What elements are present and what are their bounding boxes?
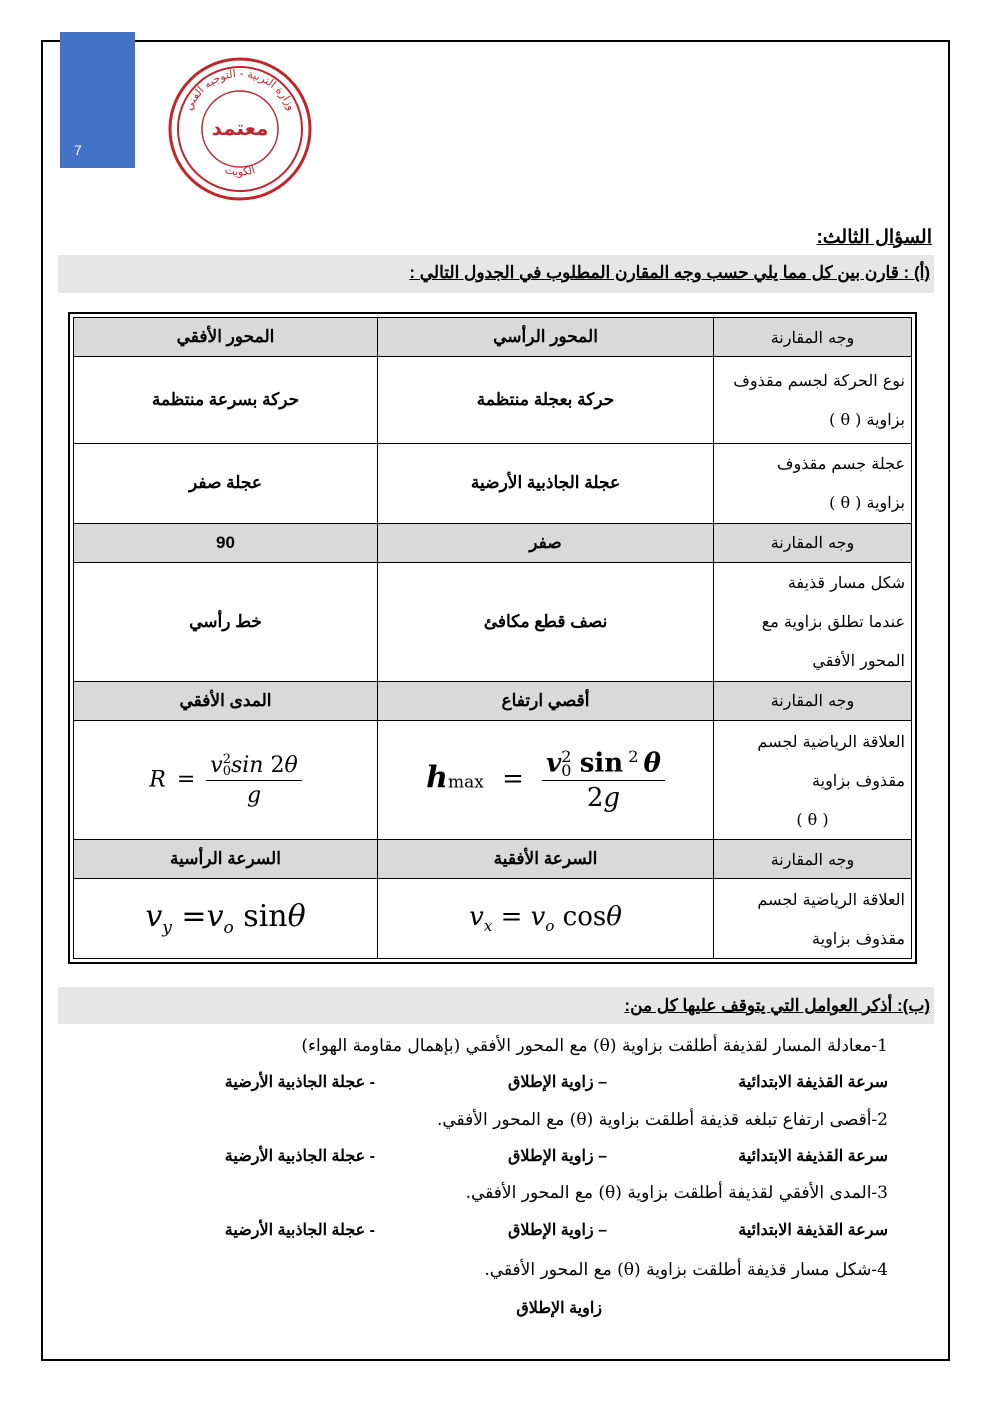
factor: سرعة القذيفة الابتدائية <box>738 1074 888 1091</box>
horizontal-velocity-formula: $v_x = v_o$ cosθ <box>378 879 714 959</box>
table-cell: وجه المقارنة <box>714 840 912 879</box>
table-row <box>74 562 912 681</box>
table-cell: وجه المقارنة <box>714 318 912 357</box>
stamp-top-text: وزارة التربية - التوجيه الفني <box>181 66 299 113</box>
factor: سرعة القذيفة الابتدائية <box>738 1222 888 1239</box>
cell-line: المحور الأفقي <box>812 651 905 671</box>
cell-line: نوع الحركة لجسم مقذوف <box>733 371 905 391</box>
table-row <box>74 318 912 357</box>
page-number: 7 <box>74 142 82 158</box>
table-cell: المحور الرأسي <box>378 318 714 357</box>
max-height-formula: hmax = v 2 0 sin $^2$ θ 2g <box>378 721 714 840</box>
factor: – زاوية الإطلاق <box>508 1148 607 1165</box>
cell-line: شكل مسار قذيفة <box>787 573 905 593</box>
cell-line: مقذوف بزاوية <box>812 770 905 790</box>
factor: – زاوية الإطلاق <box>508 1222 607 1239</box>
table-cell: 90 <box>74 523 378 562</box>
table-cell <box>714 721 912 840</box>
part-b-band <box>58 987 934 1024</box>
factor: – زاوية الإطلاق <box>508 1074 607 1091</box>
stamp-center-text: معتمد <box>211 116 269 140</box>
table-cell: المحور الأفقي <box>74 318 378 357</box>
table-cell: وجه المقارنة <box>714 523 912 562</box>
range-formula: R = v 2 0 sin 2θ g <box>74 721 378 840</box>
table-row <box>74 879 912 959</box>
cell-line: ( θ ) <box>796 809 829 829</box>
cell-line: العلاقة الرياضية لجسم <box>757 889 905 909</box>
table-row <box>74 681 912 720</box>
list-item: 4-شكل مسار قذيفة أطلقت بزاوية (θ) مع المحور الأفقي. <box>484 1260 888 1280</box>
cell-line: بزاوية ( θ ) <box>829 493 905 513</box>
table-cell: وجه المقارنة <box>714 681 912 720</box>
approval-stamp <box>166 55 314 203</box>
list-item: 2-أقصى ارتفاع تبلغه قذيفة أطلقت بزاوية (θ) مع المحور الأفقي. <box>436 1110 888 1130</box>
cell-line: العلاقة الرياضية لجسم <box>757 731 905 751</box>
table-cell <box>714 879 912 959</box>
svg-text:الكويت <box>224 163 257 178</box>
table-cell: صفر <box>378 523 714 562</box>
table-cell: السرعة الأفقية <box>378 840 714 879</box>
factor: - عجلة الجاذبية الأرضية <box>224 1222 375 1239</box>
cell-line: عجلة جسم مقذوف <box>776 454 905 474</box>
table-cell: المدى الأفقي <box>74 681 378 720</box>
cell-line: بزاوية ( θ ) <box>829 410 905 430</box>
table-row <box>74 443 912 523</box>
table-cell: عجلة صفر <box>74 443 378 523</box>
page-number-tab <box>60 32 135 168</box>
table-row <box>74 357 912 444</box>
part-a-band <box>58 255 934 293</box>
comparison-table <box>68 312 917 964</box>
stamp-bottom-text: الكويت <box>223 163 257 179</box>
factor: - عجلة الجاذبية الأرضية <box>224 1074 375 1091</box>
cell-line: عندما تطلق بزاوية مع <box>761 612 905 632</box>
table-cell: خط رأسي <box>74 562 378 681</box>
question-title: السؤال الثالث: <box>816 227 932 248</box>
factor: - عجلة الجاذبية الأرضية <box>224 1148 375 1165</box>
table-cell: حركة بسرعة منتظمة <box>74 357 378 444</box>
part-a-label: (أ) : قارن بين كل مما يلي حسب وجه المقارن المطلوب في الجدول التالي : <box>409 263 930 282</box>
factor: سرعة القذيفة الابتدائية <box>738 1148 888 1165</box>
table-row <box>74 840 912 879</box>
vertical-velocity-formula: $v_y =v_o$ sinθ <box>74 879 378 959</box>
table-row <box>74 523 912 562</box>
list-item: 1-معادلة المسار لقذيفة أطلقت بزاوية (θ) مع المحور الأفقي (بإهمال مقاومة الهواء) <box>301 1036 888 1056</box>
table-cell: أقصي ارتفاع <box>378 681 714 720</box>
table-cell: السرعة الرأسية <box>74 840 378 879</box>
table-cell <box>714 357 912 444</box>
table-cell: نصف قطع مكافئ <box>378 562 714 681</box>
table-cell: عجلة الجاذبية الأرضية <box>378 443 714 523</box>
list-item: 3-المدى الأفقي لقذيفة أطلقت بزاوية (θ) مع المحور الأفقي. <box>465 1183 888 1203</box>
cell-line: مقذوف بزاوية <box>812 928 905 948</box>
table-cell: حركة بعجلة منتظمة <box>378 357 714 444</box>
table-cell <box>714 443 912 523</box>
table-row <box>74 721 912 840</box>
table-cell <box>714 562 912 681</box>
part-b-label: (ب): أذكر العوامل التي يتوقف عليها كل من: <box>624 996 930 1015</box>
factor: زاوية الإطلاق <box>516 1300 602 1317</box>
